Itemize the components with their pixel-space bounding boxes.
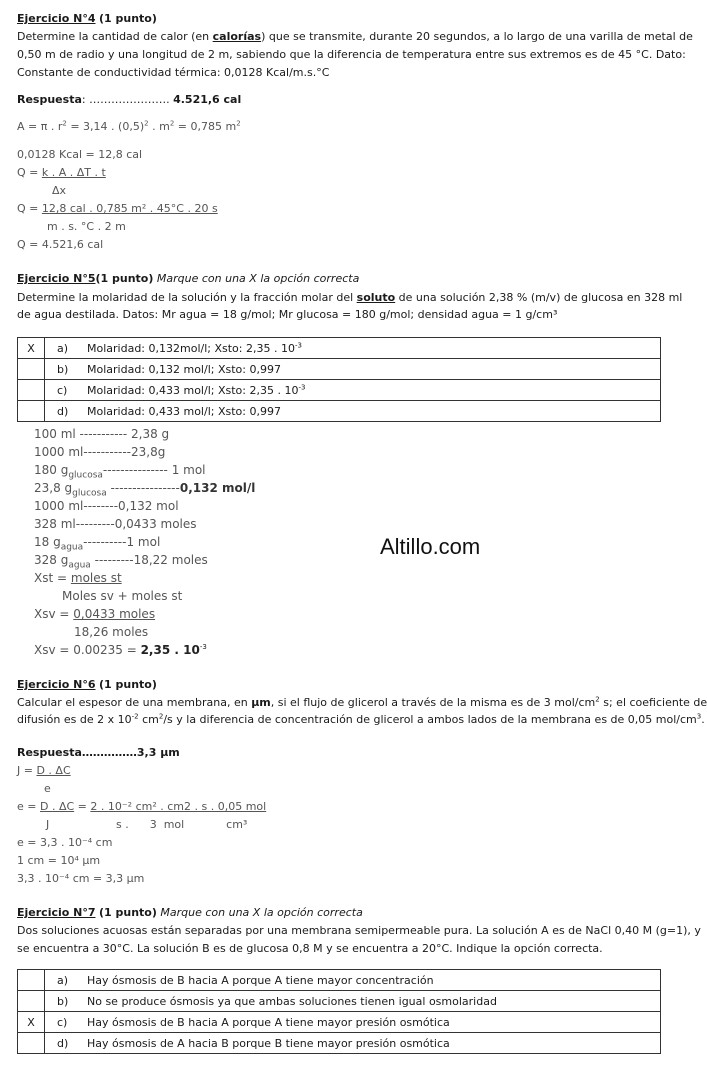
ex5-option-b-mark[interactable] bbox=[18, 359, 45, 380]
ex5-w4c: ---------------- bbox=[106, 481, 180, 495]
ex6-result-1: e = 3,3 . 10⁻⁴ cm bbox=[17, 836, 113, 849]
ex5-work-7 bbox=[34, 533, 160, 551]
ex5-option-c-text bbox=[83, 380, 661, 401]
ex7-option-a-letter: a) bbox=[45, 970, 84, 991]
ex5-option-a[interactable] bbox=[18, 338, 661, 359]
ex4-statement-line2: 0,50 m de radio y una longitud de 2 m, sabiendo que la diferencia de temperatura entre sus extremos es de 45 °C. Dato: bbox=[17, 48, 686, 61]
ex7-option-b-letter: b) bbox=[45, 991, 84, 1012]
ex4-area-d: = 0,785 m bbox=[174, 120, 237, 133]
ex4-stmt1a: Determine la cantidad de calor (en bbox=[17, 30, 213, 43]
ex4-area-b: = 3,14 . (0,5) bbox=[66, 120, 145, 133]
ex6-statement-line1: Calcular el espesor de una membrana, en μm, si el flujo de glicerol a través de la misma es de 3 mol/$cm^2$ s; el coeficiente de bbox=[17, 695, 707, 709]
ex5-option-a-exp: -3 bbox=[294, 340, 302, 349]
ex5-option-c-mark[interactable] bbox=[18, 380, 45, 401]
ex5-w7b: agua bbox=[60, 542, 84, 553]
ex7-option-b[interactable] bbox=[18, 991, 661, 1012]
ex5-xsv-formula bbox=[34, 605, 155, 623]
watermark: Altillo.com bbox=[380, 534, 481, 559]
ex7-option-b-mark[interactable] bbox=[18, 991, 45, 1012]
ex5-option-c-label: Molaridad: 0,433 mol/l; Xsto: 2,35 . 10 bbox=[87, 383, 299, 397]
ex5-xsv-label: Xsv = bbox=[34, 607, 74, 621]
ex6-result-2: 1 cm = 10⁴ μm bbox=[17, 854, 101, 867]
ex4-statement-line1 bbox=[17, 28, 693, 46]
ex5-w8b: agua bbox=[68, 560, 91, 571]
ex5-statement-line1 bbox=[17, 289, 682, 307]
ex7-heading bbox=[17, 904, 363, 922]
ex5-w4b: glucosa bbox=[72, 488, 107, 499]
ex4-q-substitution bbox=[17, 200, 218, 218]
ex7-option-a[interactable] bbox=[18, 970, 661, 991]
ex5-title: Ejercicio N°5 bbox=[17, 272, 96, 285]
ex7-option-d-text: Hay ósmosis de A hacia B porque B tiene mayor presión osmótica bbox=[83, 1033, 661, 1054]
ex6-stmt1a: Calcular el espesor de una membrana, en bbox=[17, 696, 252, 709]
ex6-e-mid: = bbox=[74, 800, 91, 813]
ex5-work-4 bbox=[34, 479, 255, 497]
ex5-option-b[interactable] bbox=[18, 359, 661, 380]
ex5-xst-num: moles st bbox=[70, 571, 122, 585]
ex7-option-a-mark[interactable] bbox=[18, 970, 45, 991]
ex5-option-d-text: Molaridad: 0,433 mol/l; Xsto: 0,997 bbox=[83, 401, 661, 422]
ex5-option-a-label: Molaridad: 0,132mol/l; Xsto: 2,35 . 10 bbox=[87, 341, 295, 355]
ex4-q-formula bbox=[17, 164, 106, 182]
ex5-w3a: 180 g bbox=[34, 463, 69, 477]
ex5-option-d[interactable] bbox=[18, 401, 661, 422]
ex5-w3b: glucosa bbox=[68, 470, 103, 481]
ex5-option-d-mark[interactable] bbox=[18, 401, 45, 422]
ex7-option-c-mark[interactable]: X bbox=[18, 1012, 45, 1033]
ex7-points: (1 punto) bbox=[99, 906, 157, 919]
ex6-j-eq: J = bbox=[17, 764, 37, 777]
ex6-stmt1c: , si el flujo de glicerol a través de la misma es de 3 mol/cm bbox=[270, 696, 596, 709]
ex6-answer-value: ……………3,3 μm bbox=[81, 746, 180, 759]
ex5-w7a: 18 g bbox=[34, 535, 61, 549]
ex6-points: (1 punto) bbox=[99, 678, 157, 691]
ex6-answer-label: Respuesta bbox=[17, 746, 82, 759]
ex4-answer-dots: : …………………. bbox=[81, 93, 174, 106]
ex5-statement-line2: de agua destilada. Datos: Mr agua = 18 g/mol; Mr glucosa = 180 g/mol; densidad agua = 1 g/cm³ bbox=[17, 308, 558, 321]
ex5-xst-label: Xst = bbox=[34, 571, 71, 585]
ex5-xsv-res-a: Xsv = 0.00235 = bbox=[34, 643, 141, 657]
ex4-stmt1c: ) que se transmite, durante 20 segundos, a lo largo de una varilla de metal de bbox=[261, 30, 693, 43]
ex5-option-d-letter: d) bbox=[45, 401, 84, 422]
ex7-option-c-text: Hay ósmosis de B hacia A porque A tiene mayor presión osmótica bbox=[83, 1012, 661, 1033]
ex4-area-formula: A = π . $r^2 = 3,14$ . $(0,5)^2$ . $m^2 = 0,785$ $m^2$ bbox=[17, 119, 241, 133]
ex4-q-denominator: Δx bbox=[52, 184, 67, 197]
ex5-w4d: 0,132 mol/l bbox=[179, 481, 256, 495]
ex4-title: Ejercicio N°4 bbox=[17, 12, 96, 25]
ex4-q2-denominator: m . s. °C . 2 m bbox=[47, 220, 126, 233]
ex4-q-result: Q = 4.521,6 cal bbox=[17, 238, 104, 251]
ex6-stmt1b: μm bbox=[251, 696, 271, 709]
ex4-heading bbox=[17, 10, 157, 28]
ex5-stmt1c: de una solución 2,38 % (m/v) de glucosa en 328 ml bbox=[395, 291, 683, 304]
ex4-q2-eq: Q = bbox=[17, 202, 42, 215]
ex7-option-c[interactable] bbox=[18, 1012, 661, 1033]
ex7-option-a-text: Hay ósmosis de B hacia A porque A tiene mayor concentración bbox=[83, 970, 661, 991]
ex6-e-formula bbox=[17, 798, 266, 816]
ex6-stmt2c: /s y la diferencia de concentración de glicerol a ambos lados de la membrana es de 0,05 mol/cm bbox=[163, 713, 697, 726]
ex5-w3c: --------------- 1 mol bbox=[102, 463, 206, 477]
ex5-work-8 bbox=[34, 551, 208, 569]
ex5-stmt1b: soluto bbox=[356, 291, 396, 304]
ex5-w7c: ----------1 mol bbox=[83, 535, 161, 549]
ex5-option-a-mark[interactable]: X bbox=[18, 338, 45, 359]
ex6-e-den2: s . 3 mol cm³ bbox=[116, 818, 248, 831]
ex5-work-5: 1000 ml--------0,132 mol bbox=[34, 499, 179, 513]
ex4-answer bbox=[17, 91, 241, 109]
ex6-answer bbox=[17, 744, 180, 762]
ex6-heading bbox=[17, 676, 157, 694]
ex5-xsv-res-b: 2,35 . 10 bbox=[140, 643, 200, 657]
ex4-answer-label: Respuesta bbox=[17, 93, 82, 106]
ex6-j-formula bbox=[17, 762, 71, 780]
ex5-w8a: 328 g bbox=[34, 553, 69, 567]
ex5-option-a-text bbox=[83, 338, 661, 359]
ex6-j-num: D . ΔC bbox=[36, 764, 71, 777]
ex5-option-b-text: Molaridad: 0,132 mol/l; Xsto: 0,997 bbox=[83, 359, 661, 380]
ex5-option-a-letter: a) bbox=[45, 338, 84, 359]
ex4-q-num: k . A . ΔT . t bbox=[41, 166, 106, 179]
ex5-option-c-exp: -3 bbox=[298, 382, 306, 391]
ex4-points: (1 punto) bbox=[99, 12, 157, 25]
ex7-option-d-letter: d) bbox=[45, 1033, 84, 1054]
ex5-w4a: 23,8 g bbox=[34, 481, 73, 495]
ex4-q2-num: 12,8 cal . 0,785 m² . 45°C . 20 s bbox=[41, 202, 218, 215]
ex6-j-denominator: e bbox=[44, 782, 51, 795]
ex5-option-c-letter: c) bbox=[45, 380, 84, 401]
ex7-instruction: Marque con una X la opción correcta bbox=[156, 906, 363, 919]
ex7-option-d[interactable] bbox=[18, 1033, 661, 1054]
ex5-xsv-result bbox=[34, 641, 207, 659]
ex6-title: Ejercicio N°6 bbox=[17, 678, 96, 691]
ex6-e-num2: 2 . 10⁻² cm² . cm2 . s . 0,05 mol bbox=[90, 800, 267, 813]
ex4-stmt1b: calorías bbox=[212, 30, 262, 43]
ex6-stmt1d: s; el coeficiente de bbox=[599, 696, 707, 709]
ex5-stmt1a: Determine la molaridad de la solución y la fracción molar del bbox=[17, 291, 357, 304]
ex5-xsv-denominator: 18,26 moles bbox=[74, 625, 149, 639]
ex6-statement-line2: difusión es de 2 x $10^{-2}$ $cm^2/s$ y la diferencia de concentración de glicerol a ambos lados de la membrana es de 0,05 mol/$cm^3$. bbox=[17, 712, 705, 726]
ex4-q-eq: Q = bbox=[17, 166, 42, 179]
ex5-work-6: 328 ml---------0,0433 moles bbox=[34, 517, 197, 531]
ex6-stmt2d: . bbox=[701, 713, 705, 726]
ex5-xst-denominator: Moles sv + moles st bbox=[62, 589, 183, 603]
ex4-statement-line3: Constante de conductividad térmica: 0,0128 Kcal/m.s.°C bbox=[17, 66, 330, 79]
ex6-e-num1: D . ΔC bbox=[39, 800, 75, 813]
ex7-option-d-mark[interactable] bbox=[18, 1033, 45, 1054]
ex5-option-b-letter: b) bbox=[45, 359, 84, 380]
ex7-option-b-text: No se produce ósmosis ya que ambas soluciones tienen igual osmolaridad bbox=[83, 991, 661, 1012]
ex5-option-c[interactable] bbox=[18, 380, 661, 401]
ex5-options-table bbox=[17, 337, 661, 422]
ex7-statement-line2: se encuentra a 30°C. La solución B es de glucosa 0,8 M y se encuentra a 20°C. Indique la opción correcta. bbox=[17, 942, 603, 955]
ex7-options-table bbox=[17, 969, 661, 1054]
ex5-xst-formula bbox=[34, 569, 122, 587]
ex6-stmt2a: difusión es de 2 x 10 bbox=[17, 713, 132, 726]
ex4-area-c: . m bbox=[148, 120, 170, 133]
ex5-instruction: Marque con una X la opción correcta bbox=[153, 272, 360, 285]
ex6-stmt2b: cm bbox=[138, 713, 159, 726]
ex5-xsv-res-exp: -3 bbox=[199, 643, 207, 651]
ex7-statement-line1: Dos soluciones acuosas están separadas por una membrana semipermeable pura. La solución A es de NaCl 0,40 M (g=1), y bbox=[17, 924, 701, 937]
ex4-area-a: A = π . r bbox=[17, 120, 63, 133]
ex6-result-3: 3,3 . 10⁻⁴ cm = 3,3 μm bbox=[17, 872, 145, 885]
ex5-points: (1 punto) bbox=[95, 272, 154, 285]
ex4-conversion: 0,0128 Kcal = 12,8 cal bbox=[17, 148, 143, 161]
ex4-answer-value: 4.521,6 cal bbox=[173, 93, 242, 106]
ex5-work-2: 1000 ml-----------23,8g bbox=[34, 445, 166, 459]
ex5-work-3 bbox=[34, 461, 206, 479]
ex5-heading bbox=[17, 270, 359, 288]
ex5-work-1: 100 ml ----------- 2,38 g bbox=[34, 427, 170, 441]
ex6-e-den1: J bbox=[46, 818, 50, 831]
ex5-xsv-num: 0,0433 moles bbox=[73, 607, 156, 621]
ex6-e-eq: e = bbox=[17, 800, 40, 813]
ex7-title: Ejercicio N°7 bbox=[17, 906, 96, 919]
ex5-w8c: ---------18,22 moles bbox=[90, 553, 208, 567]
ex7-option-c-letter: c) bbox=[45, 1012, 84, 1033]
